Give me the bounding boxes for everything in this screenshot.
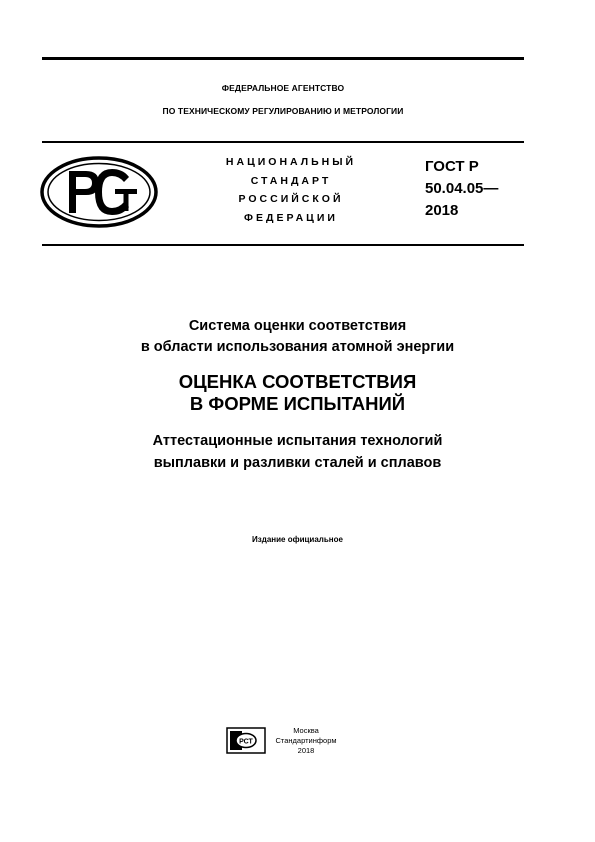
national-line: ФЕДЕРАЦИИ	[244, 211, 338, 224]
main-title-line: В ФОРМЕ ИСПЫТАНИЙ	[189, 393, 406, 414]
main-title	[40, 371, 555, 415]
publisher-block	[266, 726, 346, 756]
publisher-city: Москва	[293, 726, 319, 735]
national-standard-label	[206, 153, 376, 227]
system-title-line: в области использования атомной энергии	[140, 339, 455, 355]
agency-name-line-1: ФЕДЕРАЛЬНОЕ АГЕНТСТВО	[221, 83, 345, 93]
bottom-rule	[42, 244, 524, 246]
national-line: РОССИЙСКОЙ	[238, 193, 344, 205]
standartinform-logo-icon	[226, 727, 266, 754]
main-title-line: ОЦЕНКА СООТВЕТСТВИЯ	[178, 371, 417, 392]
publisher-year: 2018	[297, 746, 315, 755]
middle-rule	[42, 141, 524, 143]
system-title-line: Система оценки соответствия	[188, 318, 407, 334]
subtitle-line: выплавки и разливки сталей и сплавов	[153, 455, 442, 471]
subtitle-line: Аттестационные испытания технологий	[152, 433, 443, 449]
publisher-name: Стандартинформ	[275, 736, 337, 745]
svg-text:РСТ: РСТ	[239, 738, 253, 746]
subtitle	[40, 430, 555, 474]
national-line: СТАНДАРТ	[250, 174, 332, 187]
agency-name-line-2: ПО ТЕХНИЧЕСКОМУ РЕГУЛИРОВАНИЮ И МЕТРОЛОГИИ	[162, 106, 404, 116]
standard-code-line: 2018	[425, 202, 459, 219]
standard-code	[425, 156, 498, 222]
national-line: НАЦИОНАЛЬНЫЙ	[225, 156, 357, 168]
edition-label: Издание официальное	[252, 535, 343, 544]
standard-code-line: ГОСТ Р	[425, 158, 479, 175]
standard-code-line: 50.04.05—	[425, 180, 499, 197]
top-rule	[42, 57, 524, 60]
rst-gost-certification-mark-icon	[39, 155, 159, 229]
system-title	[40, 316, 555, 358]
